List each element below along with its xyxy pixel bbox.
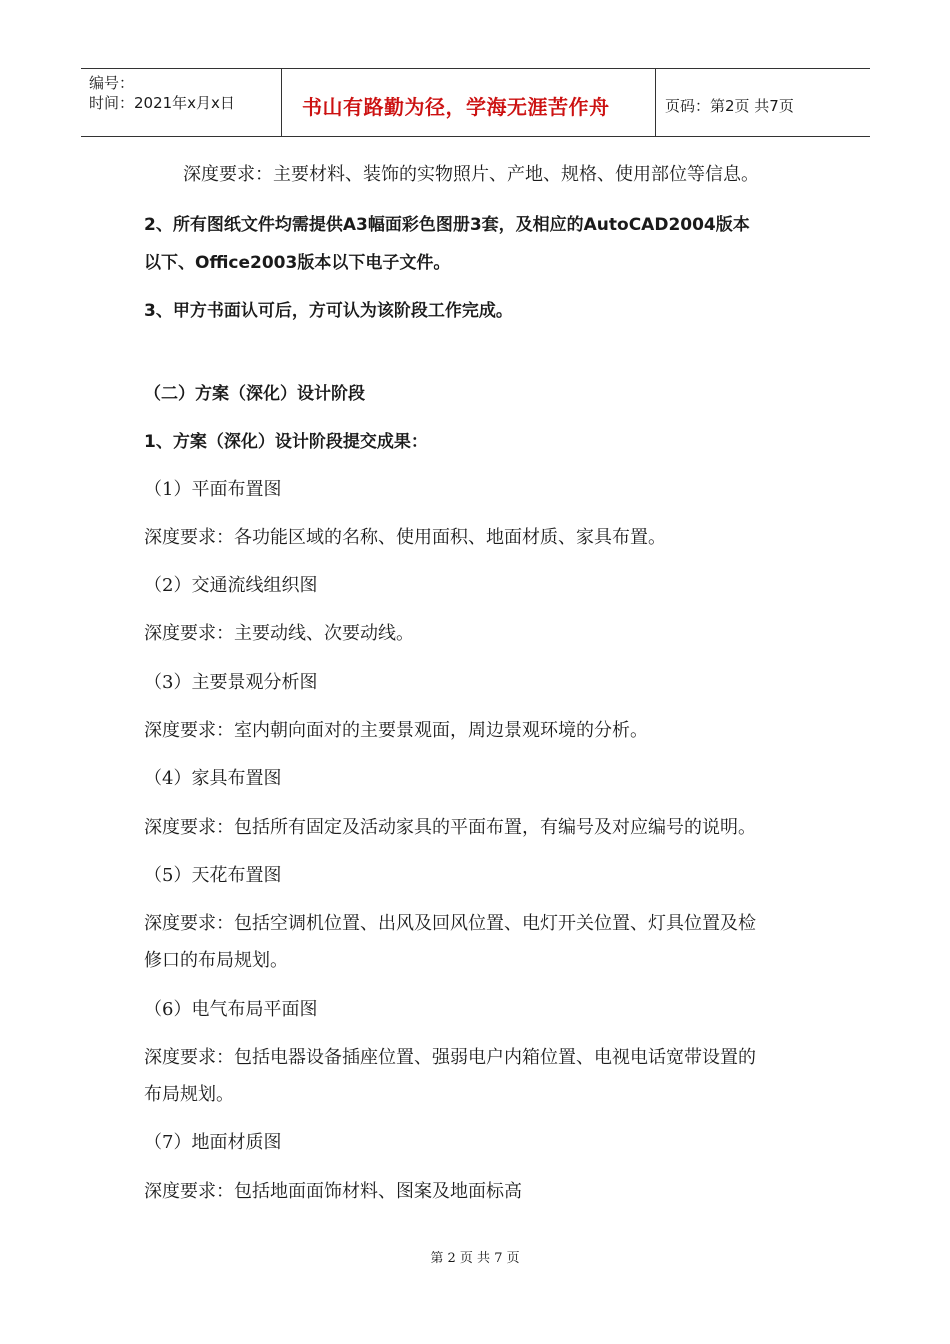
page-footer: 第 2 页 共 7 页 [430, 1251, 520, 1266]
sub-title: 1、方案（深化）设计阶段提交成果： [144, 432, 428, 452]
item-requirement: 深度要求：包括地面面饰材料、图案及地面标高 [144, 1181, 522, 1202]
item-title: （6）电气布局平面图 [144, 999, 318, 1020]
item3: 3、甲方书面认可后，方可认为该阶段工作完成。 [144, 301, 513, 321]
item-requirement-cont: 修口的布局规划。 [144, 950, 288, 971]
header-left-cell [81, 69, 281, 136]
page-label: 页码：第2页 共7页 [665, 97, 794, 115]
item-requirement: 深度要求：包括电器设备插座位置、强弱电户内箱位置、电视电话宽带设置的 [144, 1047, 756, 1068]
item-requirement: 深度要求：包括所有固定及活动家具的平面布置，有编号及对应编号的说明。 [144, 817, 756, 838]
item-requirement: 深度要求：主要动线、次要动线。 [144, 623, 414, 644]
number-label: 编号： [89, 74, 135, 92]
motto: 书山有路勤为径，学海无涯苦作舟 [302, 95, 610, 119]
item-title: （1）平面布置图 [144, 479, 282, 500]
header-right-cell [655, 69, 870, 136]
item-title: （3）主要景观分析图 [144, 672, 318, 693]
item-title: （7）地面材质图 [144, 1132, 282, 1153]
item-requirement: 深度要求：各功能区域的名称、使用面积、地面材质、家具布置。 [144, 527, 666, 548]
item2-line2: 以下、Office2003版本以下电子文件。 [144, 253, 451, 273]
intro-requirement: 深度要求：主要材料、装饰的实物照片、产地、规格、使用部位等信息。 [183, 164, 759, 185]
item-title: （4）家具布置图 [144, 768, 282, 789]
section-title: （二）方案（深化）设计阶段 [144, 384, 365, 404]
item-title: （5）天花布置图 [144, 865, 282, 886]
date-label: 时间：2021年x月x日 [89, 94, 235, 112]
item-requirement: 深度要求：包括空调机位置、出风及回风位置、电灯开关位置、灯具位置及检 [144, 913, 756, 934]
item-title: （2）交通流线组织图 [144, 575, 318, 596]
item-requirement: 深度要求：室内朝向面对的主要景观面，周边景观环境的分析。 [144, 720, 648, 741]
item2-line1: 2、所有图纸文件均需提供A3幅面彩色图册3套，及相应的AutoCAD2004版本 [144, 215, 750, 235]
header-center-cell [281, 69, 656, 136]
item-requirement-cont: 布局规划。 [144, 1084, 234, 1105]
header-table [81, 68, 870, 137]
